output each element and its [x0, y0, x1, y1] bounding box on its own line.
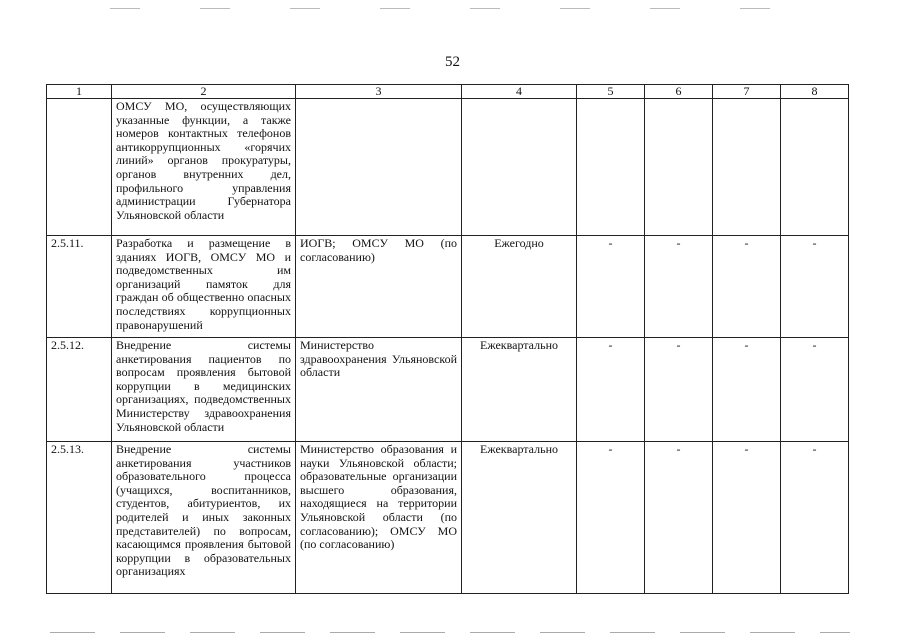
col6-value: -: [645, 338, 713, 442]
table-row: [47, 338, 849, 442]
table-row: [47, 442, 849, 594]
col7-value: -: [713, 442, 781, 594]
col5-value: -: [577, 442, 645, 594]
col8-value: -: [781, 236, 849, 338]
scan-artifact-top: [110, 8, 810, 9]
col6-value: [645, 99, 713, 236]
col8-value: [781, 99, 849, 236]
header-cell-5: 5: [577, 85, 645, 99]
term-text: Ежеквартально: [462, 442, 577, 594]
col5-value: -: [577, 236, 645, 338]
header-cell-3: 3: [296, 85, 462, 99]
col5-value: [577, 99, 645, 236]
table-header-row: [47, 85, 849, 99]
col6-value: -: [645, 442, 713, 594]
scan-artifact-bottom: [50, 632, 850, 633]
row-number: 2.5.13.: [47, 442, 112, 594]
term-text: Ежеквартально: [462, 338, 577, 442]
table-row: [47, 99, 849, 236]
header-cell-1: 1: [47, 85, 112, 99]
header-cell-7: 7: [713, 85, 781, 99]
col7-value: [713, 99, 781, 236]
measure-text: Внедрение системы анкетирования участников образовательного процесса (учащихся, воспитанников, студентов, абитуриентов, их родителей и иных законных представителей) по вопросам, касающимся проявления бытовой коррупции в образовательных организациях: [112, 442, 296, 594]
measure-text: Разработка и размещение в зданиях ИОГВ, ОМСУ МО и подведомственных им организаций памяток для граждан об общественно опасных последствиях коррупционных правонарушений: [112, 236, 296, 338]
header-cell-4: 4: [462, 85, 577, 99]
header-cell-2: 2: [112, 85, 296, 99]
table-row: [47, 236, 849, 338]
header-cell-8: 8: [781, 85, 849, 99]
row-number: 2.5.12.: [47, 338, 112, 442]
header-cell-6: 6: [645, 85, 713, 99]
col5-value: -: [577, 338, 645, 442]
measures-table: [46, 84, 849, 594]
row-number: 2.5.11.: [47, 236, 112, 338]
col7-value: -: [713, 236, 781, 338]
col8-value: -: [781, 442, 849, 594]
page-number: 52: [445, 54, 460, 70]
measure-text: Внедрение системы анкетирования пациентов по вопросам проявления бытовой коррупции в медицинских организациях, подведомственных Министерству здравоохранения Ульяновской области: [112, 338, 296, 442]
col6-value: -: [645, 236, 713, 338]
executor-text: ИОГВ; ОМСУ МО (по согласованию): [296, 236, 462, 338]
row-number: [47, 99, 112, 236]
term-text: [462, 99, 577, 236]
executor-text: Министерство образования и науки Ульяновской области; образовательные организации высшего образования, находящиеся на территории Ульяновской области (по согласованию); ОМСУ МО (по согласованию): [296, 442, 462, 594]
executor-text: [296, 99, 462, 236]
executor-text: Министерство здравоохранения Ульяновской области: [296, 338, 462, 442]
term-text: Ежегодно: [462, 236, 577, 338]
col7-value: -: [713, 338, 781, 442]
col8-value: -: [781, 338, 849, 442]
measure-text: ОМСУ МО, осуществляющих указанные функции, а также номеров контактных телефонов антикоррупционных «горячих линий» органов прокуратуры, органов внутренних дел, профильного управления администрации Губернатора Ульяновской области: [112, 99, 296, 236]
